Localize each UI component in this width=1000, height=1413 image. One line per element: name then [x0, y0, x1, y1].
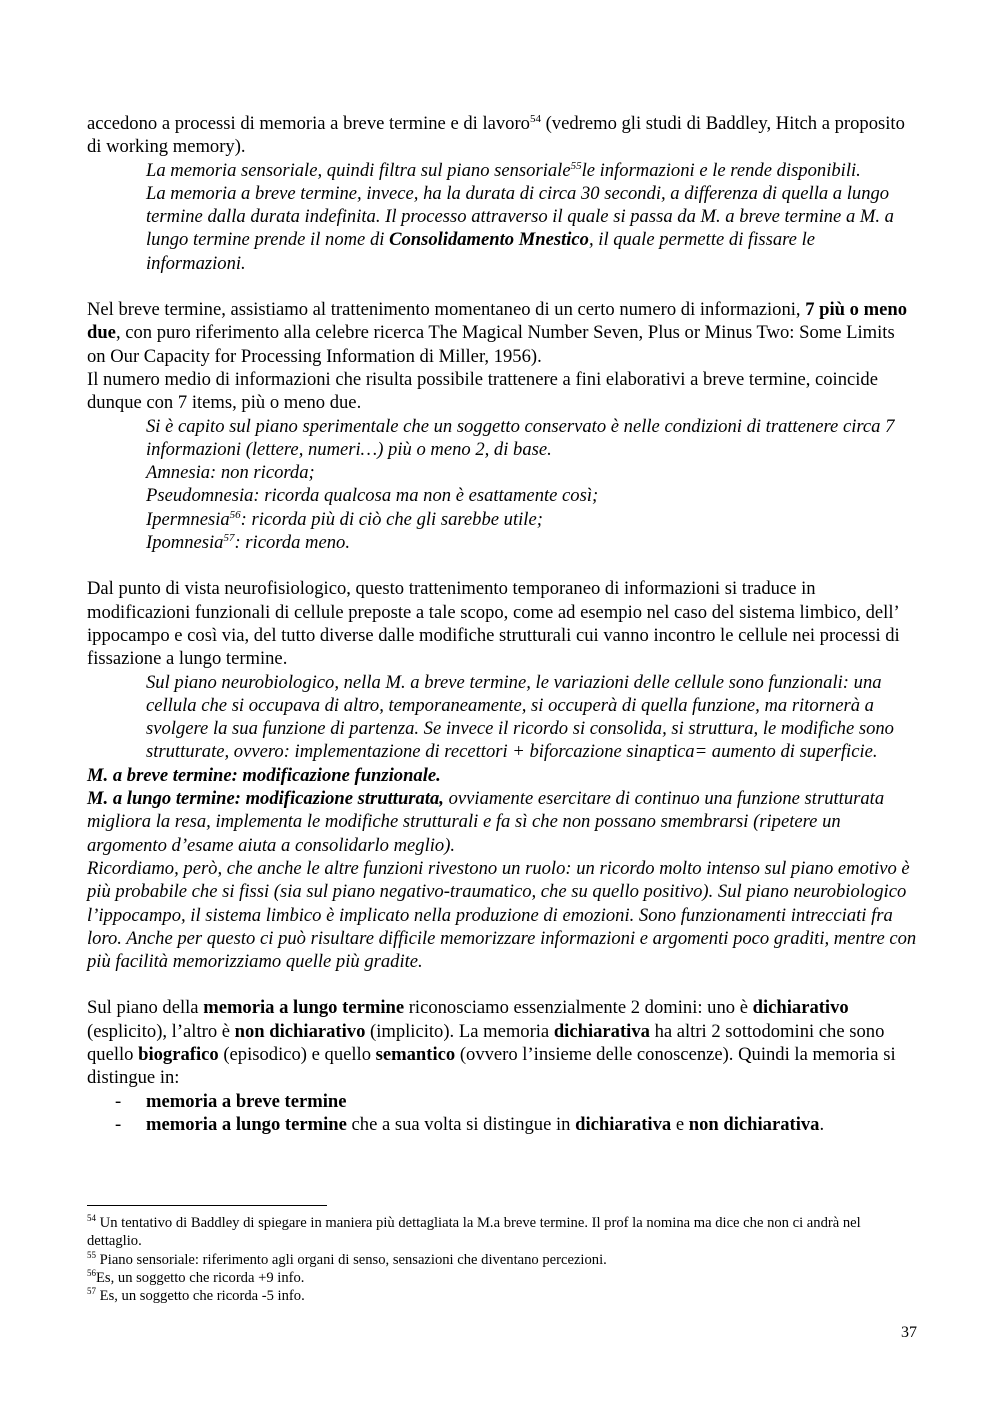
bold-term: memoria a breve termine	[146, 1090, 347, 1112]
footnote	[87, 1269, 917, 1287]
dash-bullet: -	[115, 1090, 122, 1112]
text-run: (episodico) e quello	[218, 1043, 376, 1065]
footnote	[87, 1287, 917, 1305]
bold-term: non dichiarativo	[234, 1020, 366, 1042]
text-run: (ovvero l’insieme delle conoscenze). Quindi la memoria si distingue in:	[87, 1043, 896, 1089]
text-run: (esplicito), l’altro è	[87, 1020, 235, 1042]
list-item	[87, 1090, 917, 1113]
bold-term: dichiarativa	[553, 1020, 650, 1042]
bold-term: memoria a lungo termine	[203, 997, 405, 1019]
text-run: Ipomnesia	[146, 532, 224, 554]
paragraph: Dal punto di vista neurofisiologico, questo trattenimento temporaneo di informazioni si traduce in modificazioni funzionali di cellule preposte a tale scopo, come ad esempio nel caso del sistema limbico, dell’ ippocampo e così via, del tutto diverse dalle modifiche strutturali cui vanno incontro le cellule nei processi di fissazione a lungo termine.	[87, 578, 900, 670]
indented-paragraph: Si è capito sul piano sperimentale che un soggetto conservato è nelle condizioni di trattenere circa 7 informazioni (lettere, numeri…) più o meno 2, di base.	[146, 415, 895, 460]
footnote-ref[interactable]: 56	[229, 508, 241, 521]
footnote-ref[interactable]: 55	[570, 159, 582, 172]
bold-term: dichiarativo	[752, 997, 849, 1019]
footnote-ref[interactable]: 54	[529, 112, 541, 125]
text-run: .	[819, 1113, 825, 1135]
text-run: ovviamente esercitare di continuo una funzione strutturata migliora la resa, implementa le modifiche strutturali e fa sì che non possano smembrarsi (ripetere un argomento d’esame aiuta a consolidarlo meglio).	[87, 788, 885, 856]
text-run: , il quale permette di fissare le informazioni.	[146, 229, 815, 274]
bold-term: 7 più o meno due	[87, 299, 908, 344]
bold-italic-line: M. a breve termine: modificazione funzionale.	[87, 764, 441, 786]
footnote-text: Piano sensoriale: riferimento agli organi di senso, sensazioni che diventano percezioni.	[96, 1251, 607, 1268]
text-run: riconosciamo essenzialmente 2 domini: uno è	[404, 997, 753, 1019]
text-run: : ricorda meno.	[234, 532, 350, 554]
indented-paragraph	[87, 182, 917, 275]
italic-paragraph: Ricordiamo, però, che anche le altre funzioni rivestono un ruolo: un ricordo molto intenso sul piano emotivo è più probabile che si fissi (sia sul piano negativo-traumatico, che su quello positivo). Sul piano neurobiologico l’ippocampo, il sistema limbico è implicato nella produzione di emozioni. Sono funzionamenti intrecciati fra loro. Anche per questo ci può risultare difficile memorizzare informazioni e argomenti poco graditi, mentre con più facilità memorizziamo quelle più gradite.	[87, 857, 917, 973]
bullet-list	[87, 1090, 917, 1137]
paragraph	[87, 112, 917, 159]
text-run: accedono a processi di memoria a breve termine e di lavoro	[87, 113, 530, 134]
text-run: , con puro riferimento alla celebre ricerca The Magical Number Seven, Plus or Minus Two: Some Limits on Our Capacity for Processing Information di Miller, 1956).	[87, 322, 895, 367]
text-run: La memoria sensoriale, quindi filtra sul piano sensoriale	[146, 159, 571, 181]
footnote-number: 54	[87, 1213, 96, 1224]
definition-line: Amnesia: non ricorda;	[146, 462, 315, 484]
text-run: (implicito). La memoria	[365, 1020, 554, 1042]
body-text	[87, 112, 917, 1136]
bold-term: dichiarativa	[575, 1113, 672, 1135]
dash-bullet: -	[115, 1113, 122, 1135]
paragraph-gap	[87, 275, 917, 298]
text-run: Ipermnesia	[146, 508, 230, 530]
footnote-separator	[87, 1205, 327, 1206]
footnotes	[87, 1214, 917, 1305]
paragraph-gap	[87, 973, 917, 996]
definition-line: Pseudomnesia: ricorda qualcosa ma non è esattamente così;	[146, 485, 599, 507]
definition-line	[87, 531, 917, 554]
footnote-text: Es, un soggetto che ricorda +9 info.	[96, 1269, 305, 1286]
paragraph: Il numero medio di informazioni che risulta possibile trattenere a fini elaborativi a breve termine, coincide dunque con 7 items, più o meno due.	[87, 368, 878, 414]
footnote-text: Un tentativo di Baddley di spiegare in maniera più dettagliata la M.a breve termine. Il prof la nomina ma dice che non ci andrà nel dettaglio.	[87, 1215, 861, 1250]
definition-line	[87, 508, 917, 531]
footnote	[87, 1214, 917, 1251]
footnote-text: Es, un soggetto che ricorda -5 info.	[96, 1288, 305, 1305]
page-number: 37	[901, 1324, 917, 1341]
footnote	[87, 1251, 917, 1269]
indented-paragraph	[87, 159, 917, 182]
text-run: La memoria a breve termine, invece, ha la durata di circa 30 secondi, a differenza di quella a lungo termine dalla durata indefinita. Il processo attraverso il quale si passa da M. a breve termine a M. a lungo termine prende il nome di	[146, 182, 894, 251]
footnote-number: 55	[87, 1249, 96, 1260]
text-run: : ricorda più di ciò che gli sarebbe utile;	[240, 508, 543, 530]
text-run: le informazioni e le rende disponibili.	[581, 159, 861, 181]
italic-paragraph	[87, 787, 917, 857]
text-run: e	[671, 1113, 689, 1135]
bold-term: semantico	[375, 1043, 456, 1065]
paragraph	[87, 996, 917, 1089]
paragraph	[87, 298, 917, 368]
paragraph-gap	[87, 554, 917, 577]
footnote-ref[interactable]: 57	[223, 531, 235, 544]
indented-paragraph: Sul piano neurobiologico, nella M. a breve termine, le variazioni delle cellule sono funzionali: una cellula che si occupava di altro, temporaneamente, si occuperà di quella funzione, ma ritornerà a svolgere la sua funzione di partenza. Se invece il ricordo si consolida, si struttura, le modifiche sono strutturate, ovvero: implementazione di recettori + biforcazione sinaptica= aumento di superficie.	[146, 671, 894, 763]
footnote-number: 57	[87, 1286, 96, 1297]
text-run: Sul piano della	[87, 997, 204, 1019]
footnote-number: 56	[87, 1268, 96, 1279]
bold-term: non dichiarativa	[688, 1113, 820, 1135]
bold-term: biografico	[138, 1043, 219, 1065]
bold-term: M. a lungo termine: modificazione strutturata,	[87, 788, 444, 810]
list-item	[87, 1113, 917, 1136]
bold-term: memoria a lungo termine	[146, 1113, 347, 1135]
text-run: che a sua volta si distingue in	[346, 1113, 576, 1135]
text-run: ha altri 2 sottodomini che sono quello	[87, 1020, 885, 1065]
text-run: (vedremo gli studi di Baddley, Hitch a proposito di working memory).	[87, 113, 905, 158]
bold-term: Consolidamento Mnestico	[389, 229, 589, 251]
text-run: Nel breve termine, assistiamo al trattenimento momentaneo di un certo numero di informazioni,	[87, 299, 806, 321]
